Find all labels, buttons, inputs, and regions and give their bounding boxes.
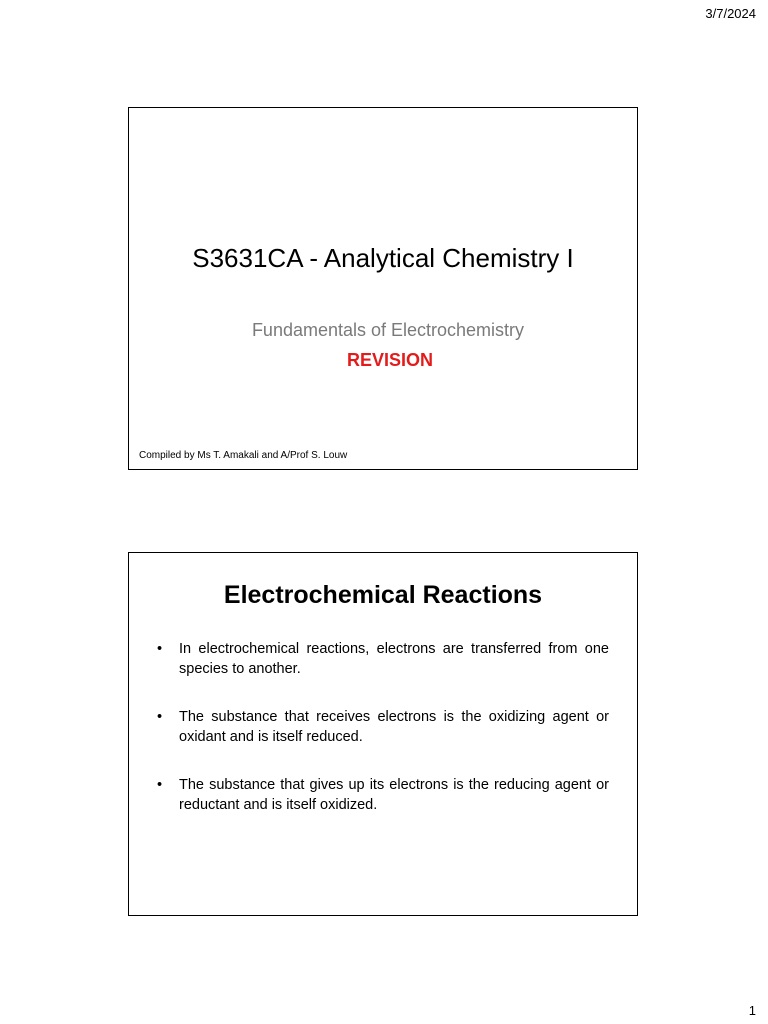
- bullet-marker: •: [157, 709, 163, 725]
- slide-heading: Electrochemical Reactions: [223, 581, 543, 609]
- slide-title-card: [128, 107, 638, 470]
- bullet-item: [155, 639, 609, 679]
- bullet-list: [155, 639, 609, 843]
- page-date: 3/7/2024: [705, 6, 756, 21]
- page-number: 1: [748, 1003, 756, 1018]
- bullet-text: In electrochemical reactions, electrons are transferred from one species to another.: [179, 641, 609, 677]
- bullet-text: The substance that gives up its electrons is the reducing agent or reductant and is itself oxidized.: [179, 777, 609, 813]
- revision-label: REVISION: [346, 350, 434, 370]
- bullet-item: [155, 775, 609, 815]
- bullet-marker: •: [157, 777, 163, 793]
- bullet-item: [155, 707, 609, 747]
- lecture-subtitle: Fundamentals of Electrochemistry: [251, 320, 525, 340]
- bullet-text: The substance that receives electrons is the oxidizing agent or oxidant and is itself reduced.: [179, 709, 609, 745]
- course-title: S3631CA - Analytical Chemistry I: [192, 243, 574, 273]
- slide-electrochemical-reactions: [128, 552, 638, 916]
- credits-text: Compiled by Ms T. Amakali and A/Prof S. Louw: [139, 450, 348, 461]
- bullet-marker: •: [157, 641, 163, 657]
